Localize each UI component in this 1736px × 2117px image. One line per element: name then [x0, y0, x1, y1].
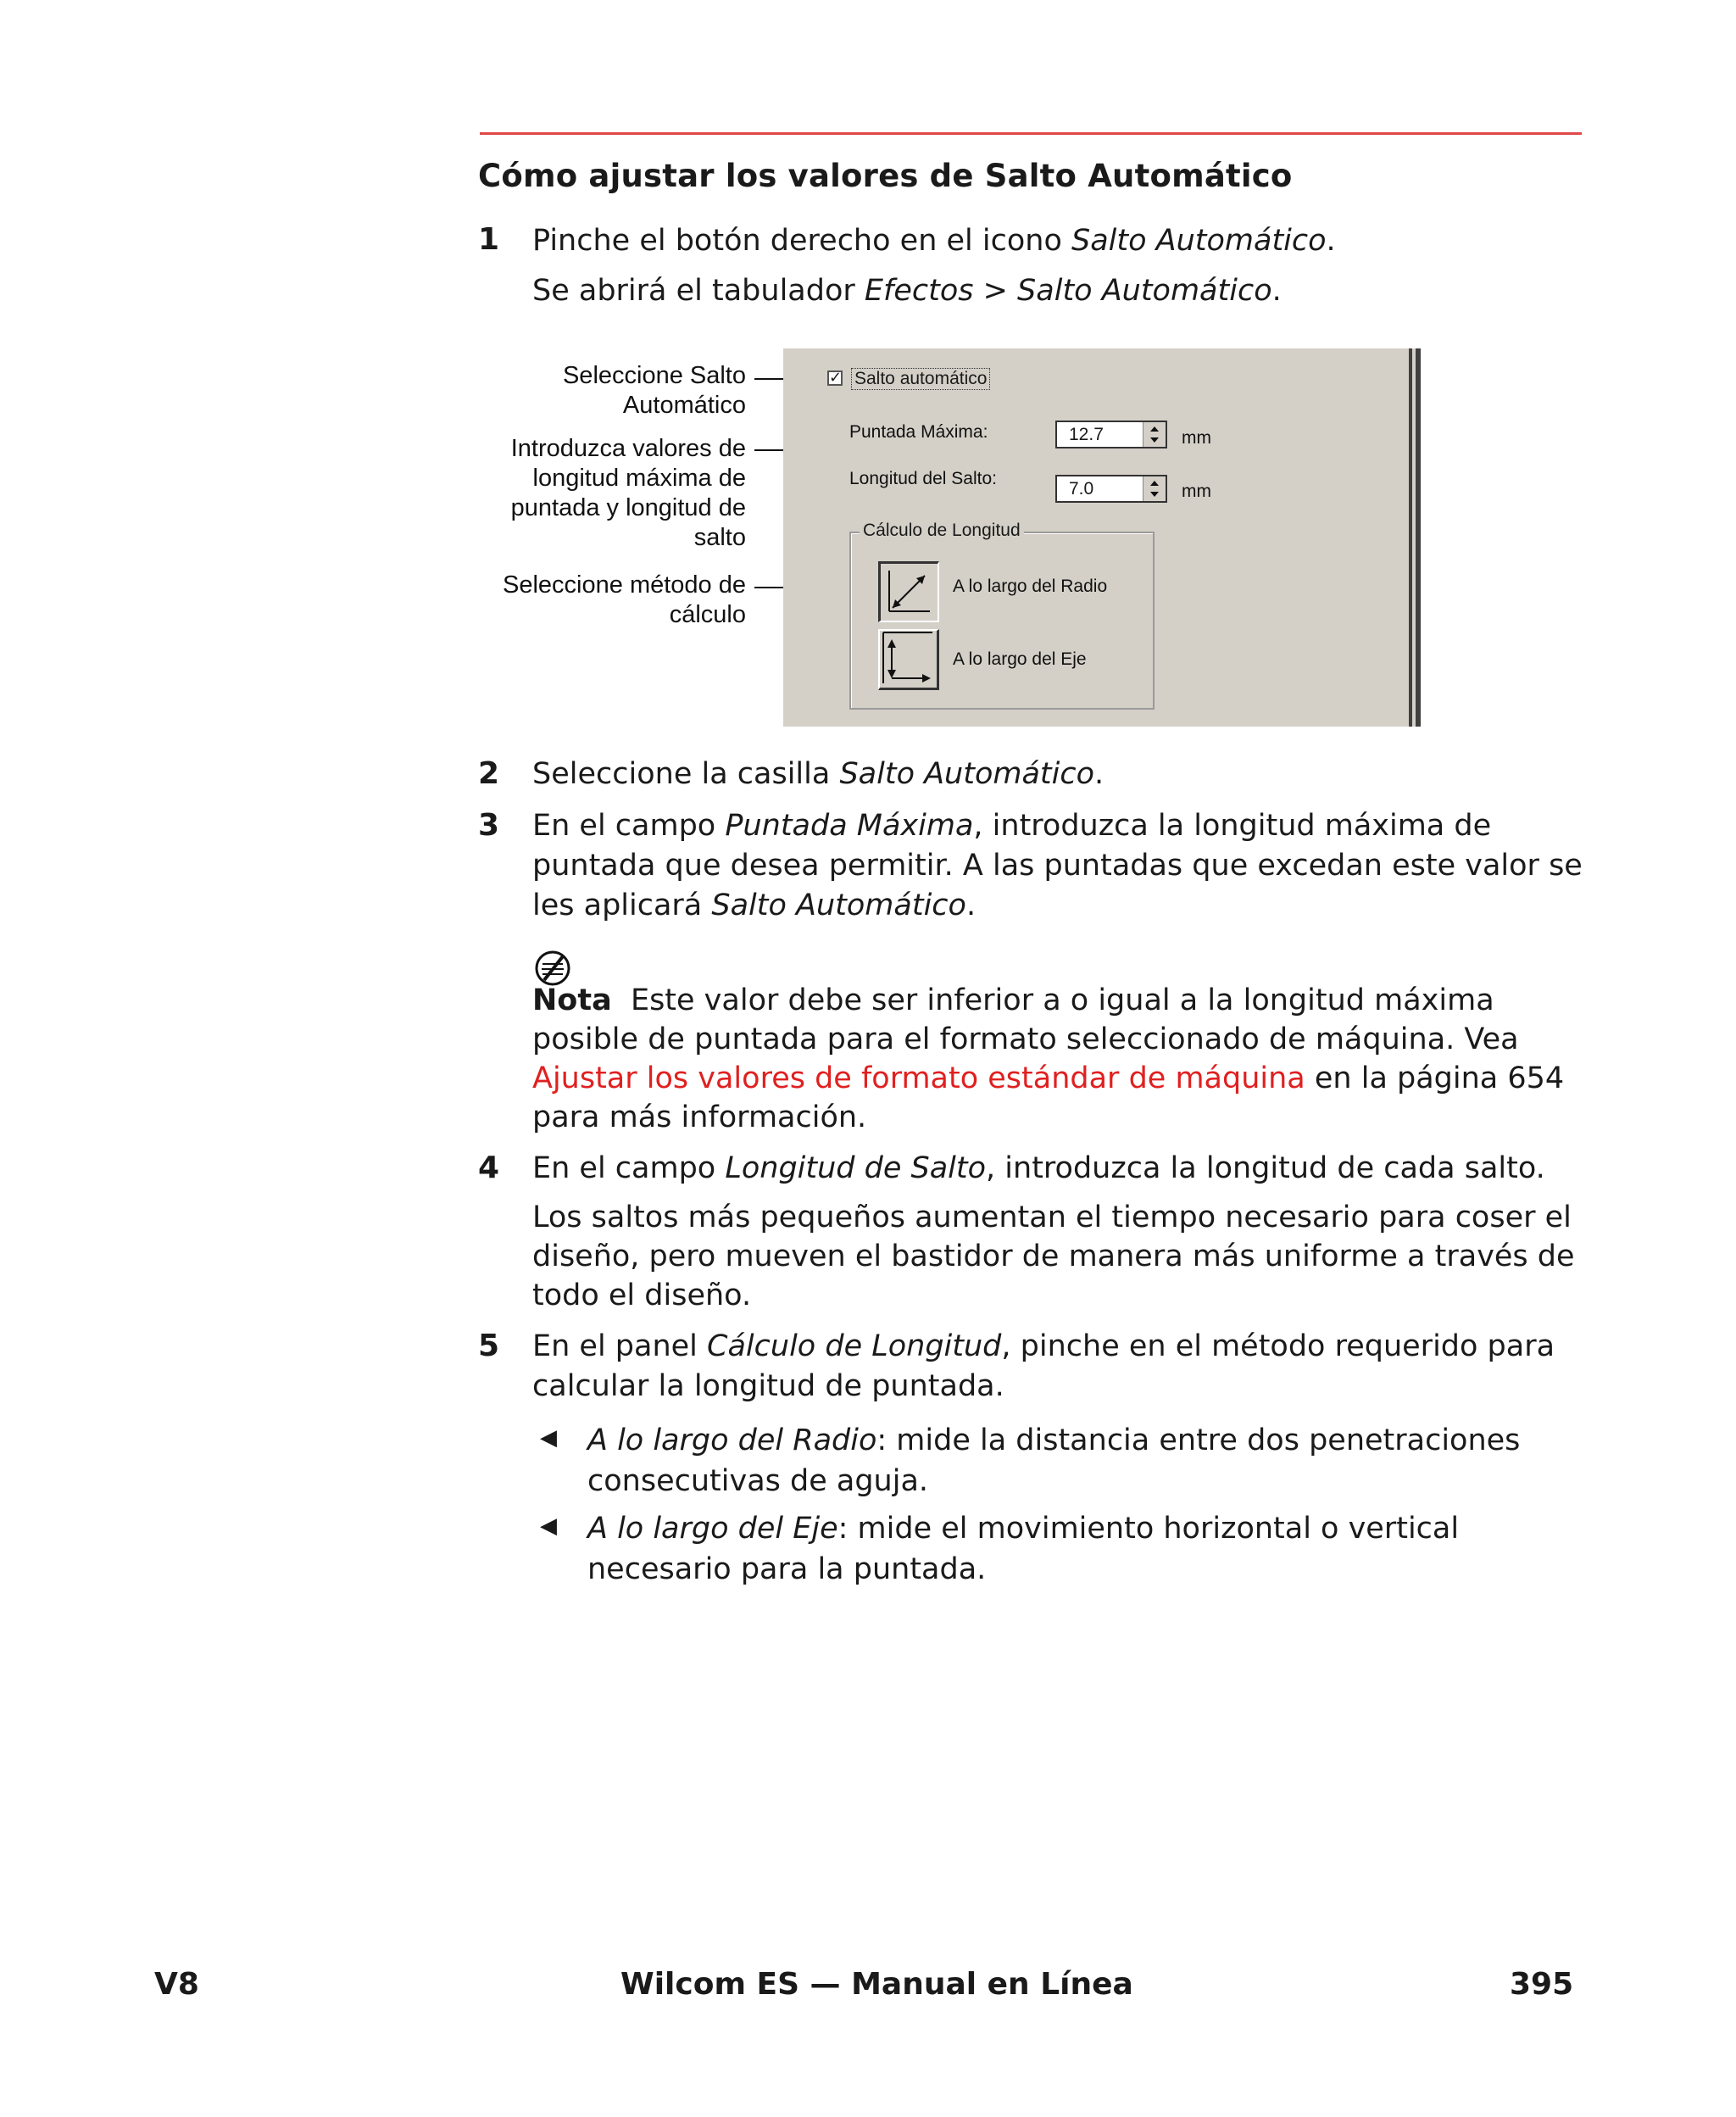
radio-method-button[interactable]: [878, 561, 939, 622]
radio-method-label[interactable]: A lo largo del Radio: [953, 577, 1108, 596]
step-4-detail: Los saltos más pequeños aumentan el tiempo necesario para coser el diseño, pero mueven el bastidor de manera más uniforme a través de todo el diseño.: [532, 1201, 1575, 1312]
step-1-number: 1: [478, 222, 500, 257]
step-2-number: 2: [478, 756, 500, 791]
note-label: Nota: [532, 983, 612, 1017]
list-item: A lo largo del Radio: mide la distancia entre dos penetraciones consecutivas de aguja.: [587, 1423, 1521, 1498]
longitud-salto-input[interactable]: [1055, 475, 1167, 503]
step-1-result: Se abrirá el tabulador Efectos > Salto Automático.: [532, 274, 1282, 308]
dialog-border: [1416, 348, 1421, 727]
axis-arrows-icon: [880, 631, 936, 687]
step-5-text: En el panel Cálculo de Longitud, pinche en el método requerido para calcular la longitud de puntada.: [532, 1329, 1555, 1403]
step-3-number: 3: [478, 808, 500, 843]
salto-checkbox[interactable]: ✓: [829, 369, 843, 387]
eje-method-label[interactable]: A lo largo del Eje: [953, 649, 1087, 669]
eje-method-button[interactable]: [878, 629, 939, 690]
footer-page-number: 395: [1510, 1967, 1574, 2002]
callout-metodo: Seleccione método de cálculo: [503, 571, 746, 628]
longitud-label: Longitud del Salto:: [849, 469, 997, 488]
header-rule: [480, 132, 1582, 135]
spin-arrows-icon[interactable]: [1143, 422, 1166, 447]
bullet-icon: ◀: [540, 1513, 557, 1539]
diagonal-arrow-icon: [881, 564, 937, 620]
bullet-icon: ◀: [540, 1425, 557, 1451]
step-4-text: En el campo Longitud de Salto, introduzca la longitud de cada salto.: [532, 1151, 1545, 1185]
footer-version: V8: [154, 1967, 199, 2002]
note-text: Nota Este valor debe ser inferior a o igual a la longitud máxima posible de puntada para el formato seleccionado de máquina. Vea Ajustar los valores de formato estándar de máquina en la página 654 para más información.: [532, 983, 1565, 1134]
step-3-text: En el campo Puntada Máxima, introduzca la longitud máxima de puntada que desea permitir. A las puntadas que excedan este valor se les aplicará Salto Automático.: [532, 809, 1583, 922]
step-4-number: 4: [478, 1150, 500, 1185]
spin-arrows-icon[interactable]: [1143, 476, 1166, 501]
footer-title: Wilcom ES — Manual en Línea: [620, 1967, 1133, 2002]
callout-salto: Seleccione Salto Automático: [562, 362, 746, 419]
puntada-label: Puntada Máxima:: [849, 422, 988, 442]
step-1-text: Pinche el botón derecho en el icono Salto Automático.: [532, 224, 1336, 258]
step-5-number: 5: [478, 1329, 500, 1363]
calculo-group-title: Cálculo de Longitud: [860, 521, 1024, 541]
step-2-text: Seleccione la casilla Salto Automático.: [532, 757, 1104, 791]
unit-label: mm: [1182, 482, 1211, 501]
puntada-maxima-input[interactable]: [1055, 421, 1167, 448]
list-item: A lo largo del Eje: mide el movimiento horizontal o vertical necesario para la puntada.: [587, 1512, 1460, 1586]
callout-valores: Introduzca valores de longitud máxima de puntada y longitud de salto: [510, 435, 746, 551]
unit-label: mm: [1182, 428, 1211, 448]
longitud-value: 7.0: [1069, 479, 1094, 499]
dialog-border: [1409, 348, 1412, 727]
puntada-value: 12.7: [1069, 425, 1104, 444]
note-link[interactable]: Ajustar los valores de formato estándar de máquina: [532, 1061, 1305, 1095]
section-title: Cómo ajustar los valores de Salto Automático: [478, 158, 1293, 194]
salto-checkbox-label[interactable]: Salto automático: [851, 368, 990, 390]
